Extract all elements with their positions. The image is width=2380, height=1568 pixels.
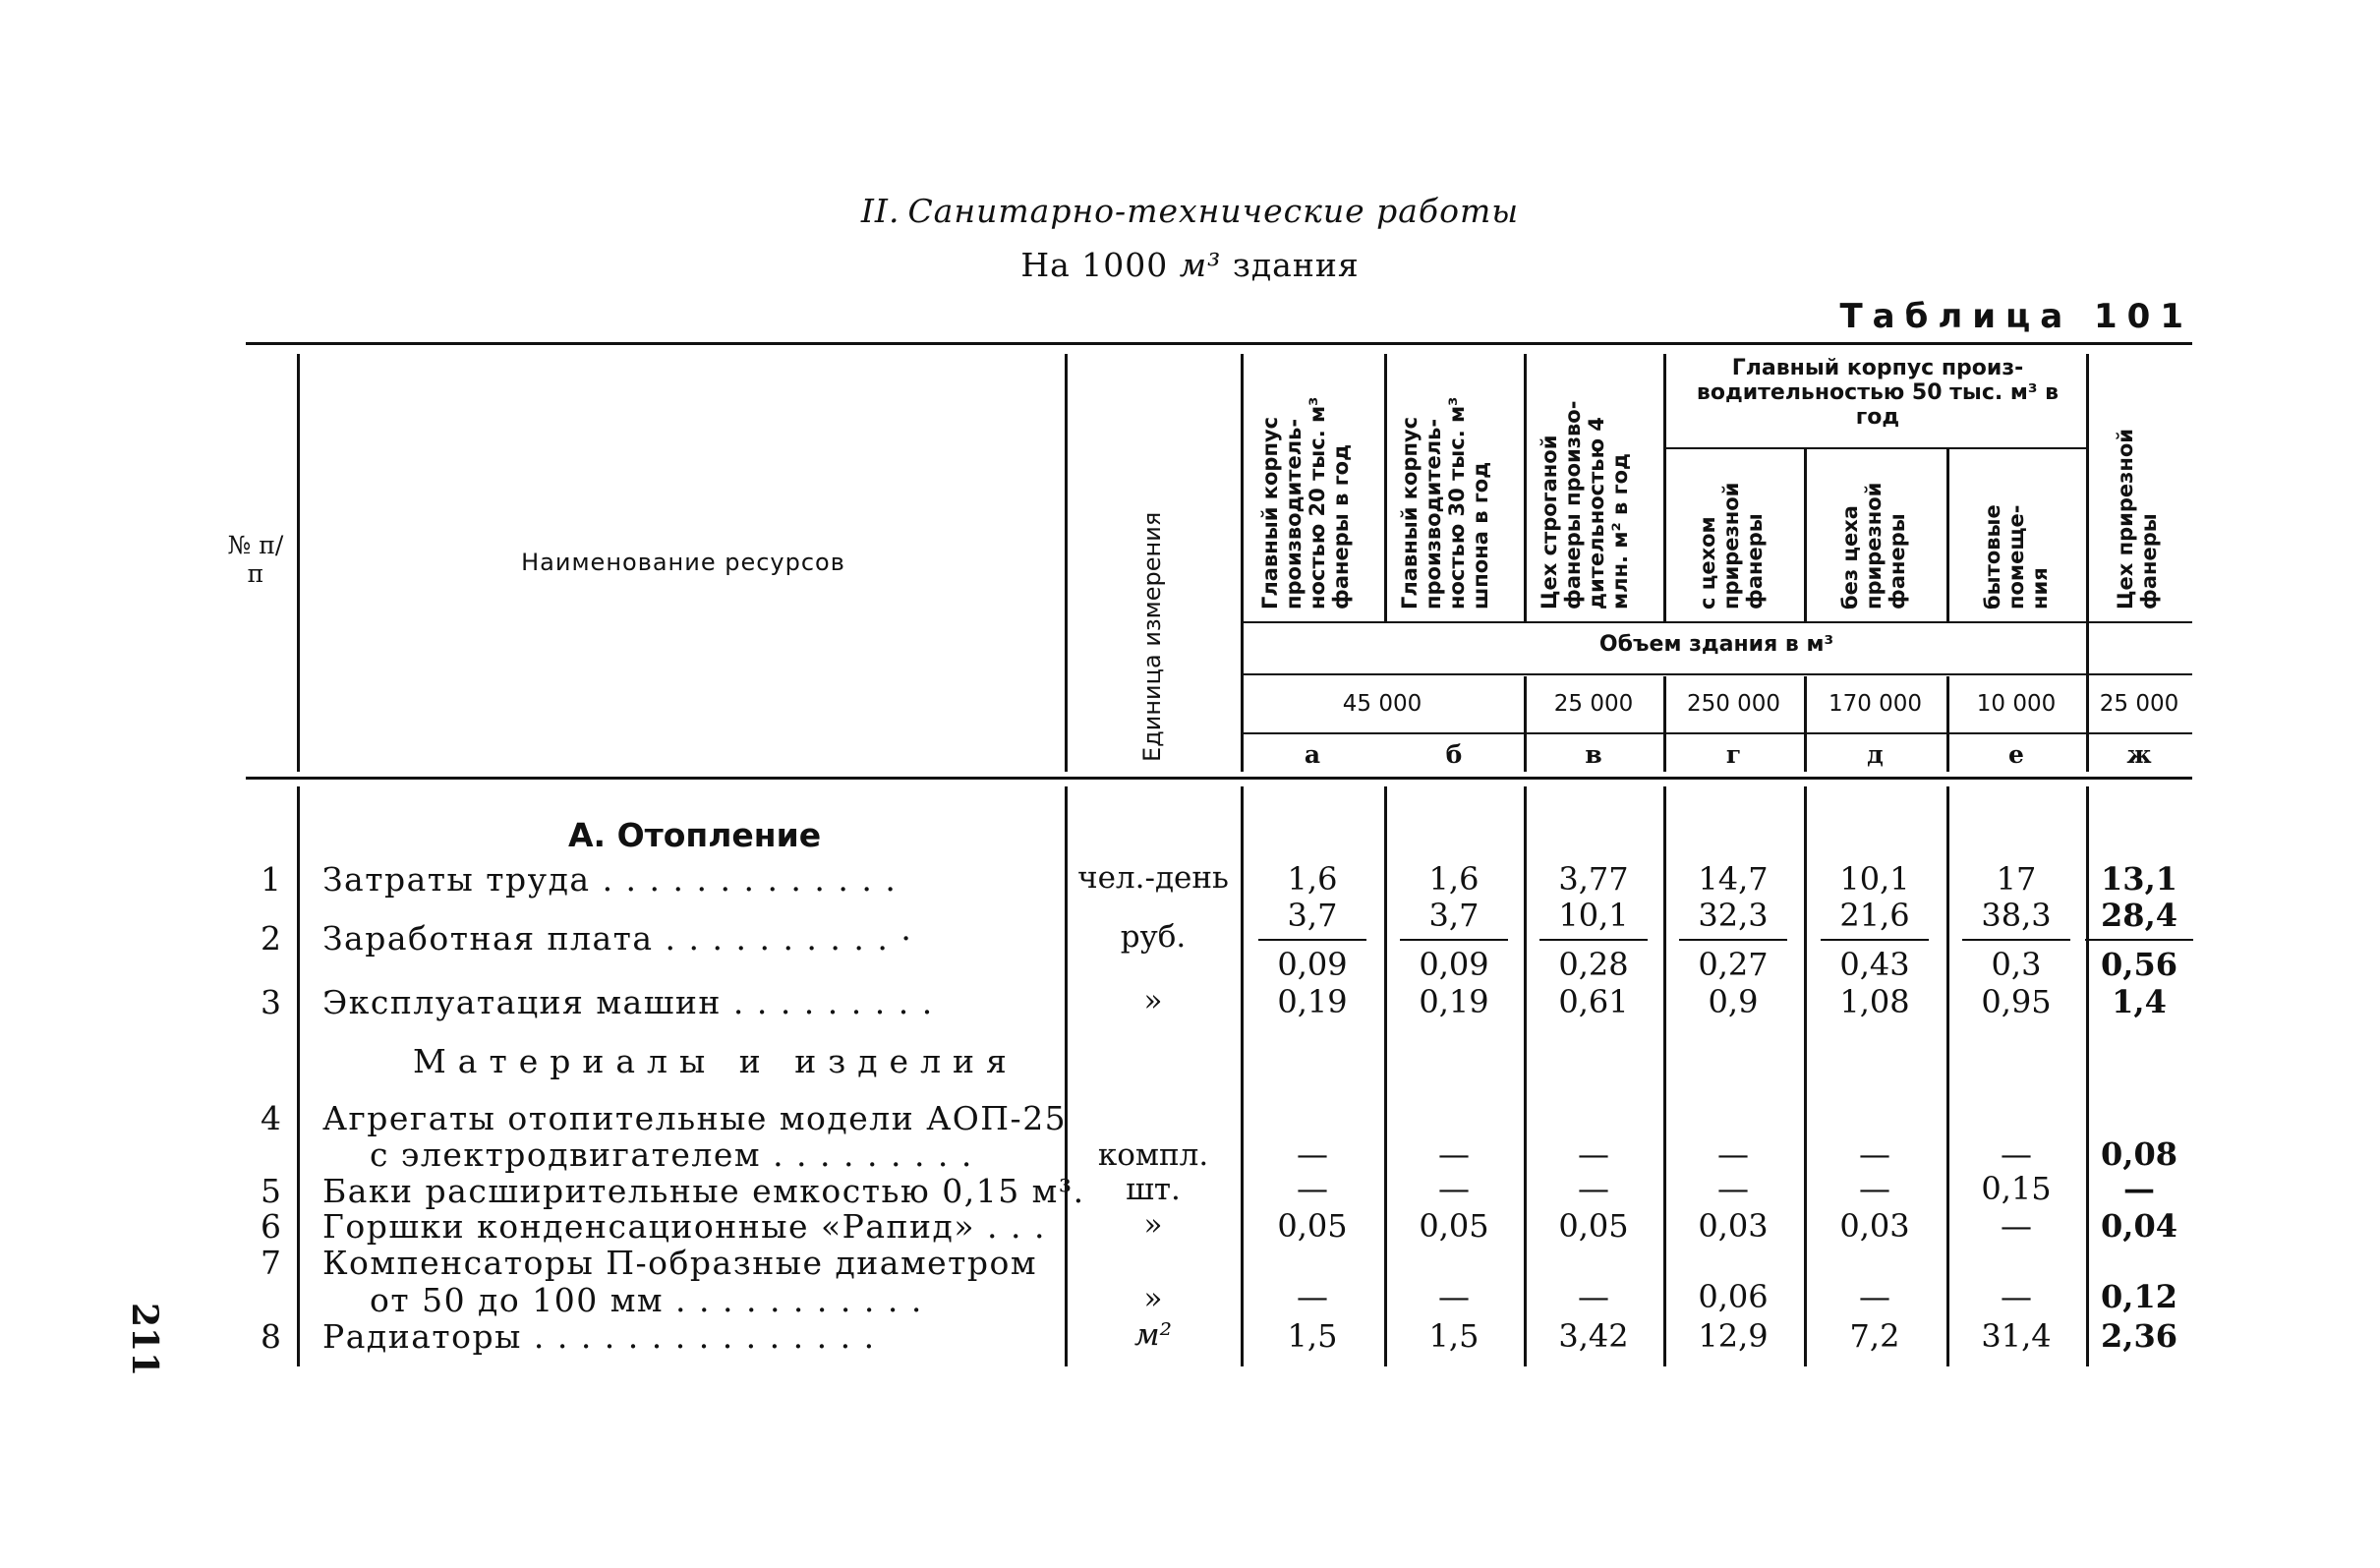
header-rule [1663, 447, 2086, 449]
value-cell: 7,2 [1849, 1317, 1900, 1355]
row-number: 2 [261, 919, 281, 958]
value-cell: 0,09 [1277, 946, 1348, 983]
value-cell: — [1859, 1170, 1890, 1207]
unit-cell: » [1143, 983, 1163, 1018]
section-title [0, 192, 2380, 230]
value-cell: 0,04 [2101, 1207, 2177, 1245]
value-cell: — [1438, 1135, 1470, 1173]
header-divider [1384, 354, 1387, 621]
value-cell: — [1297, 1170, 1328, 1207]
value-cell: 0,56 [2101, 946, 2177, 983]
value-cell: 1,5 [1287, 1317, 1338, 1355]
value-cell: 0,3 [1991, 946, 2042, 983]
unit-cell: м² [1133, 1317, 1173, 1353]
fraction-rule [1258, 939, 1366, 941]
unit-cell: » [1143, 1281, 1163, 1316]
fraction-rule [2085, 939, 2193, 941]
resource-name: Затраты труда . . . . . . . . . . . . . [322, 860, 898, 899]
header-col-e: бытовые помеще- ния [1981, 504, 2052, 610]
header-col-v: Цех строганой фанеры произво- дительностью 4 млн. м² в год [1538, 400, 1632, 610]
value-cell: — [1297, 1278, 1328, 1315]
resource-name-continued: от 50 до 100 мм . . . . . . . . . . . [322, 1281, 923, 1319]
header-num: № п/п [227, 531, 284, 588]
header-col-d: без цеха прирезной фанеры [1838, 482, 1909, 610]
value-cell: 0,61 [1558, 983, 1629, 1020]
value-cell: 14,7 [1698, 860, 1769, 898]
table-header-rule [246, 777, 2192, 780]
volume-label: Объем здания в м³ [1598, 632, 1834, 657]
value-cell: 0,12 [2101, 1278, 2177, 1315]
value-cell: — [1578, 1135, 1609, 1173]
value-cell: 12,9 [1698, 1317, 1769, 1355]
resource-name: Заработная плата . . . . . . . . . . · [322, 919, 913, 958]
value-cell: — [1438, 1278, 1470, 1315]
header-col-zh: Цех прирезной фанеры [2114, 429, 2161, 610]
fraction-rule [1962, 939, 2070, 941]
value-cell: 0,95 [1981, 983, 2052, 1020]
row-number: 1 [261, 860, 281, 899]
row-number: 3 [261, 983, 281, 1021]
value-cell: — [1859, 1278, 1890, 1315]
fraction-rule [1679, 939, 1787, 941]
resource-name: Радиаторы . . . . . . . . . . . . . . . [322, 1317, 876, 1356]
value-cell: — [1297, 1135, 1328, 1173]
value-cell: 0,43 [1839, 946, 1910, 983]
header-rule [1241, 673, 2192, 675]
header-col-b: Главный корпус производитель- ностью 30 тыс. м³ шпона в год [1398, 396, 1492, 610]
header-divider [1946, 447, 1949, 621]
materials-heading: Материалы и изделия [413, 1042, 1018, 1080]
resource-name: Горшки конденсационные «Рапид» . . . [322, 1207, 1046, 1246]
value-cell: — [2123, 1170, 2155, 1207]
value-cell: 1,6 [1428, 860, 1480, 898]
header-name: Наименование ресурсов [521, 549, 845, 576]
header-divider [1663, 354, 1666, 621]
volume-d: 170 000 [1828, 691, 1923, 717]
col-letter-d: д [1867, 740, 1884, 769]
value-cell: — [2001, 1278, 2032, 1315]
header-col-g: с цехом прирезной фанеры [1696, 482, 1767, 610]
page-number: 211 [124, 1303, 165, 1377]
header-col-a: Главный корпус производитель- ностью 20 тыс. м³ фанеры в год [1258, 396, 1353, 610]
value-cell: 0,9 [1708, 983, 1759, 1020]
body-divider [297, 786, 300, 1366]
value-cell: — [2001, 1135, 2032, 1173]
value-cell: 10,1 [1558, 897, 1629, 934]
value-cell: — [1578, 1278, 1609, 1315]
fraction-rule [1821, 939, 1929, 941]
table-label: Таблица 101 [1839, 297, 2193, 336]
table-subtitle [0, 246, 2380, 284]
value-cell: 1,08 [1839, 983, 1910, 1020]
resource-name: Компенсаторы П-образные диаметром [322, 1244, 1038, 1282]
row-number: 6 [261, 1207, 281, 1246]
value-cell: 0,03 [1698, 1207, 1769, 1245]
resource-name: Эксплуатация машин . . . . . . . . . [322, 983, 934, 1021]
value-cell: 3,77 [1558, 860, 1629, 898]
col-letter-g: г [1725, 740, 1742, 769]
value-cell: 0,15 [1981, 1170, 2052, 1207]
value-cell: 1,6 [1287, 860, 1338, 898]
resource-name-continued: с электродвигателем . . . . . . . . . [322, 1135, 973, 1174]
value-cell: 3,42 [1558, 1317, 1629, 1355]
section-roman-numeral: II. [860, 192, 900, 230]
value-cell: 0,19 [1419, 983, 1489, 1020]
volume-e: 10 000 [1976, 691, 2057, 717]
value-cell: 38,3 [1981, 897, 2052, 934]
col-letter-zh: ж [2126, 740, 2152, 769]
value-cell: — [1438, 1170, 1470, 1207]
fraction-rule [1539, 939, 1648, 941]
value-cell: — [1717, 1170, 1749, 1207]
section-title-text: Санитарно-технические работы [907, 192, 1520, 230]
value-cell: 31,4 [1981, 1317, 2052, 1355]
subtitle-unit: м³ [1179, 246, 1222, 284]
header-rule [1241, 732, 2192, 734]
unit-cell: чел.-день [1077, 860, 1229, 896]
header-divider [1524, 354, 1527, 621]
col-letter-v: в [1585, 740, 1602, 769]
table-top-rule [246, 342, 2192, 345]
value-cell: — [1717, 1135, 1749, 1173]
value-cell: 0,09 [1419, 946, 1489, 983]
value-cell: 13,1 [2101, 860, 2177, 898]
value-cell: 17 [1996, 860, 2037, 898]
section-heating-heading: А. Отопление [568, 816, 822, 854]
value-cell: — [1859, 1135, 1890, 1173]
value-cell: — [2001, 1207, 2032, 1245]
row-number: 4 [261, 1099, 281, 1137]
value-cell: 0,06 [1698, 1278, 1769, 1315]
value-cell: 32,3 [1698, 897, 1769, 934]
unit-cell: руб. [1120, 919, 1187, 955]
value-cell: 0,27 [1698, 946, 1769, 983]
header-divider [1804, 447, 1807, 621]
subtitle-suffix: здания [1232, 246, 1360, 284]
value-cell: 1,5 [1428, 1317, 1480, 1355]
value-cell: 0,03 [1839, 1207, 1910, 1245]
header-divider [1065, 354, 1068, 772]
volume-ab: 45 000 [1342, 691, 1422, 717]
resource-name: Агрегаты отопительные модели АОП-25 [322, 1099, 1068, 1137]
value-cell: 21,6 [1839, 897, 1910, 934]
row-number: 7 [261, 1244, 281, 1282]
header-group: Главный корпус произ- водительностью 50 тыс. м³ в год [1696, 356, 2060, 430]
value-cell: 3,7 [1428, 897, 1480, 934]
value-cell: 10,1 [1839, 860, 1910, 898]
subtitle-prefix: На 1000 [1020, 246, 1169, 284]
header-divider [297, 354, 300, 772]
volume-g: 250 000 [1686, 691, 1781, 717]
value-cell: — [1578, 1170, 1609, 1207]
volume-v: 25 000 [1553, 691, 1634, 717]
value-cell: 0,19 [1277, 983, 1348, 1020]
header-rule [1241, 621, 2192, 623]
header-unit: Единица измерения [1138, 511, 1166, 762]
value-cell: 0,05 [1558, 1207, 1629, 1245]
row-number: 8 [261, 1317, 281, 1356]
value-cell: 0,28 [1558, 946, 1629, 983]
value-cell: 2,36 [2101, 1317, 2177, 1355]
volume-zh: 25 000 [2099, 691, 2179, 717]
value-cell: 1,4 [2112, 983, 2167, 1020]
resource-name: Баки расширительные емкостью 0,15 м³. [322, 1172, 1085, 1210]
col-letter-a: а [1304, 740, 1321, 769]
col-letter-e: е [2008, 740, 2024, 769]
unit-cell: » [1143, 1207, 1163, 1243]
fraction-rule [1400, 939, 1508, 941]
row-number: 5 [261, 1172, 281, 1210]
unit-cell: шт. [1126, 1172, 1181, 1207]
col-letter-b: б [1445, 740, 1463, 769]
value-cell: 0,05 [1277, 1207, 1348, 1245]
value-cell: 0,05 [1419, 1207, 1489, 1245]
unit-cell: компл. [1097, 1137, 1209, 1173]
value-cell: 3,7 [1287, 897, 1338, 934]
value-cell: 0,08 [2101, 1135, 2177, 1173]
value-cell: 28,4 [2101, 897, 2177, 934]
